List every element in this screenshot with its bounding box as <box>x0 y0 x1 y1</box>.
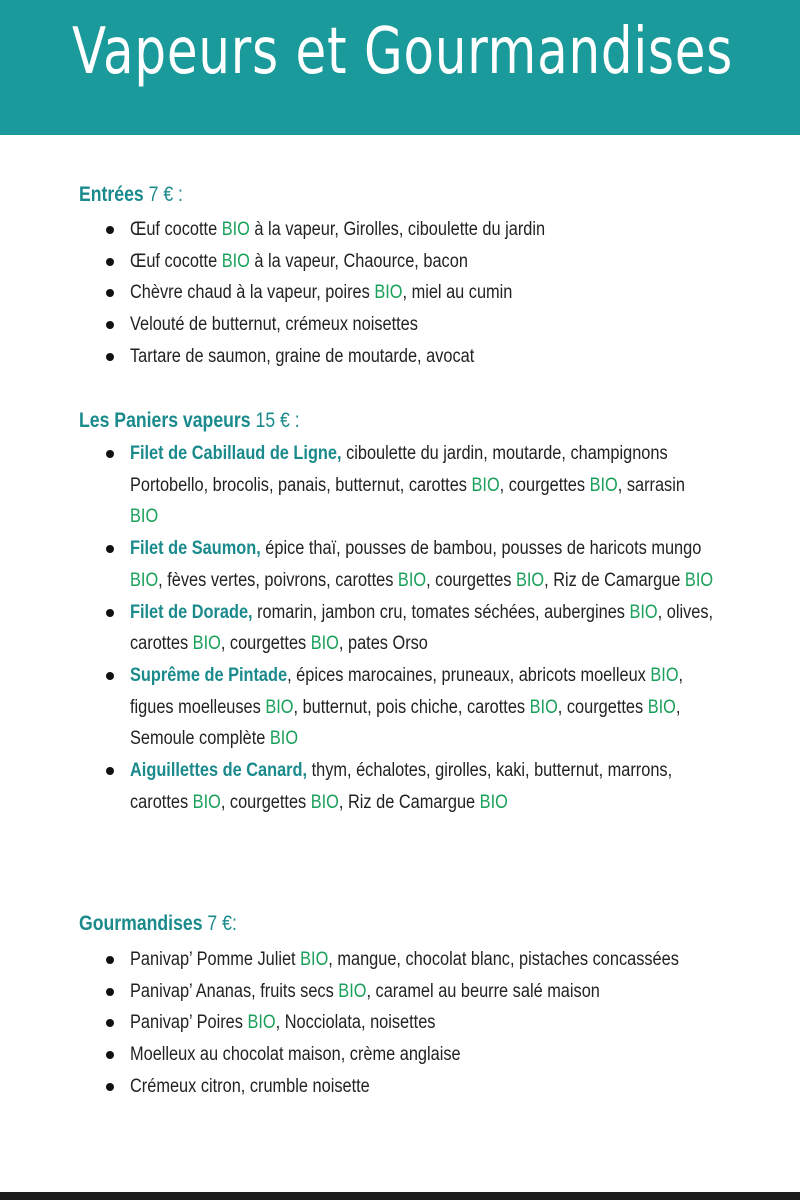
menu-item <box>106 1039 746 1071</box>
bullet-icon <box>106 450 114 458</box>
menu-item <box>106 755 746 818</box>
menu-item-text <box>130 1039 715 1071</box>
menu-item <box>106 660 746 755</box>
item-list-gourmandises <box>106 944 746 1103</box>
menu-item-text <box>130 597 715 660</box>
item-text: Œuf cocotte <box>130 250 222 272</box>
item-text: , olives, carottes <box>130 601 714 655</box>
menu-item <box>106 976 746 1008</box>
section-price: 7 €: <box>207 912 237 935</box>
bottom-bar <box>0 1192 800 1200</box>
menu-item-text <box>130 214 715 246</box>
menu-item <box>106 309 746 341</box>
bullet-icon <box>106 956 114 964</box>
item-text: Œuf cocotte <box>130 219 222 240</box>
item-text: , miel au cumin <box>402 282 513 304</box>
item-text: , Riz de Camargue <box>338 791 480 813</box>
menu-item-text <box>130 1007 715 1039</box>
menu-item <box>106 597 746 660</box>
item-text: , fèves vertes, poivrons, carottes <box>158 569 398 591</box>
bullet-icon <box>106 672 114 680</box>
item-text: , sarrasin <box>617 474 685 496</box>
bullet-icon <box>106 289 114 297</box>
dish-name: Filet de Saumon, <box>130 538 261 560</box>
bio-label: BIO <box>629 601 658 623</box>
menu-item <box>106 246 746 278</box>
menu-item-text <box>130 533 715 596</box>
item-text: thym, échalotes, girolles, kaki, butternut, marrons, carottes <box>130 760 673 813</box>
section-title-paniers <box>79 409 300 433</box>
item-text: , Semoule complète <box>130 696 681 750</box>
item-text: à la vapeur, Chaource, bacon <box>249 250 468 272</box>
dish-name: Filet de Dorade, <box>130 601 253 623</box>
item-list-entrees <box>106 214 746 373</box>
bullet-icon <box>106 321 114 329</box>
menu-item-text <box>130 660 715 755</box>
menu-item-text <box>130 438 715 533</box>
section-price: 15 € : <box>255 409 300 432</box>
bio-label: BIO <box>192 633 221 655</box>
section-title-gourmandises <box>79 912 237 936</box>
item-text: Crémeux citron, crumble noisette <box>130 1075 370 1097</box>
menu-item <box>106 1007 746 1039</box>
item-text: Moelleux au chocolat maison, crème anglaise <box>130 1044 461 1066</box>
bio-label: BIO <box>269 728 299 750</box>
item-list-paniers <box>106 438 746 818</box>
item-text: , caramel au beurre salé maison <box>366 980 600 1002</box>
item-text: , mangue, chocolat blanc, pistaches concassées <box>328 949 679 970</box>
item-text: romarin, jambon cru, tomates séchées, aubergines <box>252 601 630 623</box>
bio-label: BIO <box>310 633 339 655</box>
item-text: , courgettes <box>557 696 648 718</box>
item-text: Panivap’ Poires <box>130 1012 248 1034</box>
item-text: , courgettes <box>220 791 311 813</box>
bio-label: BIO <box>310 791 339 813</box>
bio-label: BIO <box>647 696 676 718</box>
section-name: Gourmandises <box>79 912 203 935</box>
item-text: épice thaï, pousses de bambou, pousses de haricots mungo <box>260 538 702 560</box>
item-text: Panivap’ Pomme Juliet <box>130 949 301 970</box>
item-text: , butternut, pois chiche, carottes <box>293 696 530 718</box>
bio-label: BIO <box>247 1012 276 1034</box>
bio-label: BIO <box>130 506 159 528</box>
bio-label: BIO <box>192 791 221 813</box>
bullet-icon <box>106 1051 114 1059</box>
bullet-icon <box>106 1083 114 1091</box>
item-text: , courgettes <box>499 474 590 496</box>
dish-name: Suprême de Pintade <box>130 664 288 686</box>
item-text: , courgettes <box>220 633 311 655</box>
menu-item <box>106 944 746 976</box>
section-name: Entrées <box>79 183 144 206</box>
item-text: , pates Orso <box>338 633 428 655</box>
item-text: à la vapeur, Girolles, ciboulette du jardin <box>249 219 546 240</box>
bio-label: BIO <box>650 664 679 686</box>
menu-item-text <box>130 755 715 818</box>
section-price: 7 € : <box>148 183 183 206</box>
menu-item-text <box>130 944 715 976</box>
bullet-icon <box>106 1019 114 1027</box>
item-text: , épices marocaines, pruneaux, abricots moelleux <box>287 664 651 686</box>
bio-label: BIO <box>265 696 294 718</box>
dish-name: Aiguillettes de Canard, <box>130 760 308 782</box>
item-text: , courgettes <box>426 569 516 591</box>
menu-item <box>106 1071 746 1103</box>
section-title-entrees <box>79 183 183 207</box>
menu-item-text <box>130 309 715 341</box>
item-text: Velouté de butternut, crémeux noisettes <box>130 314 418 336</box>
dish-name: Filet de Cabillaud de Ligne, <box>130 443 342 464</box>
menu-item-text <box>130 976 715 1008</box>
bio-label: BIO <box>529 696 558 718</box>
bio-label: BIO <box>397 569 427 591</box>
bio-label: BIO <box>221 219 250 240</box>
item-text: , Riz de Camargue <box>544 569 685 591</box>
menu-item <box>106 533 746 596</box>
bio-label: BIO <box>338 980 367 1002</box>
bio-label: BIO <box>479 791 508 813</box>
bullet-icon <box>106 609 114 617</box>
item-text: , figues moelleuses <box>130 664 684 718</box>
menu-item-text <box>130 1071 715 1103</box>
section-name: Les Paniers vapeurs <box>79 409 251 432</box>
item-text: Tartare de saumon, graine de moutarde, avocat <box>130 345 475 367</box>
item-text: ciboulette du jardin, moutarde, champignons Portobello, brocolis, panais, butternut, carottes <box>130 443 668 496</box>
item-text: Chèvre chaud à la vapeur, poires <box>130 282 375 304</box>
bio-label: BIO <box>515 569 545 591</box>
item-text: , Nocciolata, noisettes <box>275 1012 436 1034</box>
bullet-icon <box>106 767 114 775</box>
menu-item-text <box>130 246 715 278</box>
menu-item <box>106 438 746 533</box>
bio-label: BIO <box>684 569 714 591</box>
menu-item-text <box>130 341 715 373</box>
bio-label: BIO <box>589 474 618 496</box>
bullet-icon <box>106 353 114 361</box>
bio-label: BIO <box>471 474 500 496</box>
bio-label: BIO <box>300 949 329 970</box>
menu-item <box>106 277 746 309</box>
menu-item <box>106 214 746 246</box>
bullet-icon <box>106 545 114 553</box>
item-text: Panivap’ Ananas, fruits secs <box>130 980 339 1002</box>
menu-item-text <box>130 277 715 309</box>
bio-label: BIO <box>221 250 250 272</box>
bio-label: BIO <box>374 282 403 304</box>
bullet-icon <box>106 258 114 266</box>
page-title: Vapeurs et Gourmandises <box>72 15 734 89</box>
menu-item <box>106 341 746 373</box>
bio-label: BIO <box>130 569 159 591</box>
bullet-icon <box>106 988 114 996</box>
bullet-icon <box>106 226 114 234</box>
